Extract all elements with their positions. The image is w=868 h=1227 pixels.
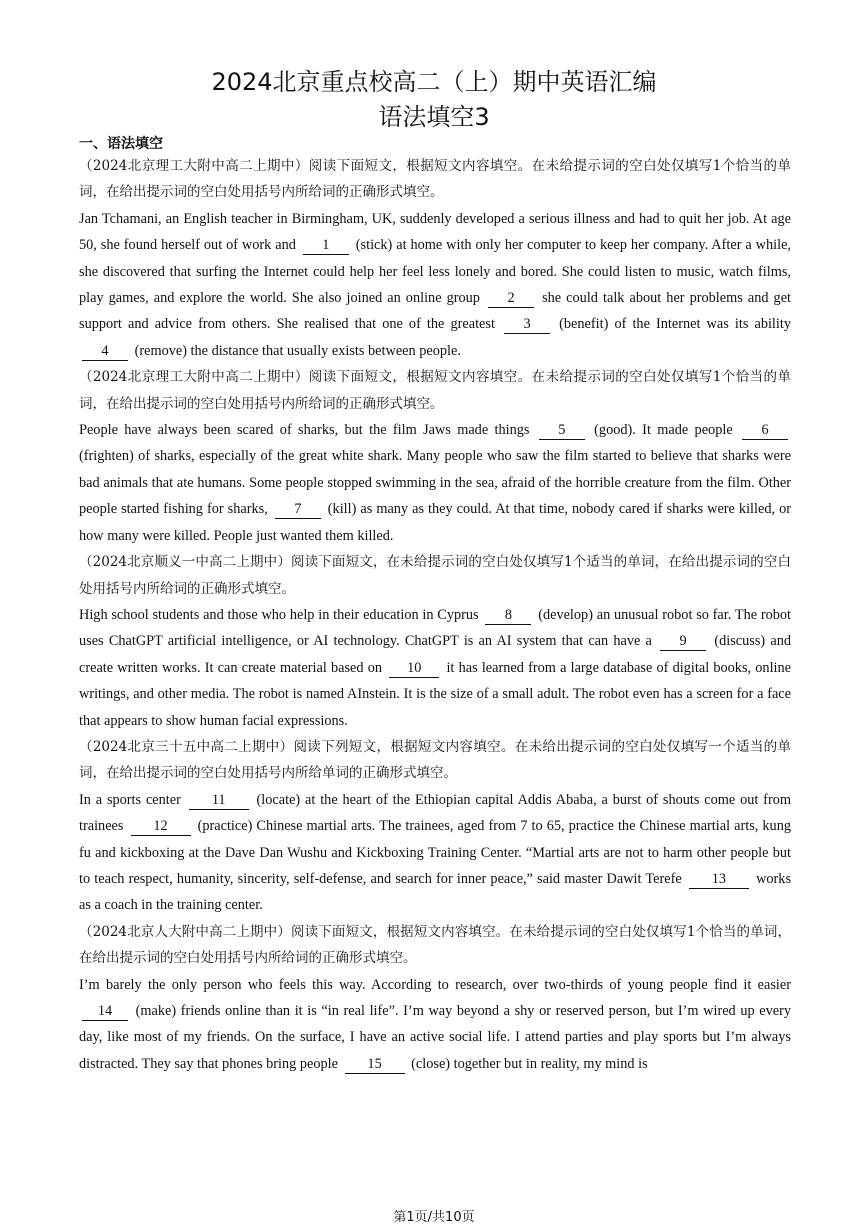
passage-text [79, 972, 791, 1078]
passage-segment: she could talk about her problems and get support and advice from others. She realised that one of the greatest [79, 290, 792, 333]
page-subtitle: 语法填空3 [378, 103, 490, 131]
passage-segment: (discuss) and create written works. It can create material based on [79, 633, 792, 676]
passage-text [79, 206, 791, 364]
answer-blank[interactable]: 9 [660, 633, 706, 651]
answer-blank[interactable]: 14 [82, 1003, 128, 1021]
passage-segment: it has learned from a large database of digital books, online writings, and other media. The robot is named AInstein. It is the size of a small adult. The robot even has a screen for a face that appears to show human facial expressions. [79, 659, 792, 729]
passage-5 [79, 919, 791, 1077]
passage-instruction: （2024北京人大附中高二上期中）阅读下面短文，根据短文内容填空。在未给提示词的空白处仅填写1个恰当的单词，在给出提示词的空白处用括号内所给词的正确形式填空。 [79, 923, 791, 967]
passage-segment: (make) friends online than it is “in real life”. I’m way beyond a shy or reserved person, but I’m wired up every day, like most of my friends. On the surface, I have an active social life. I attend parties and play sports but I’m always distracted. They say that phones bring people [79, 1003, 792, 1072]
answer-blank[interactable]: 2 [488, 290, 534, 308]
passage-4 [79, 734, 791, 919]
passage-text [79, 602, 791, 734]
answer-blank[interactable]: 4 [82, 343, 128, 361]
answer-blank[interactable]: 7 [275, 501, 321, 519]
passages-container [79, 153, 791, 1077]
answer-blank[interactable]: 13 [689, 871, 749, 889]
answer-blank[interactable]: 5 [539, 422, 585, 440]
passage-segment: In a sports center [79, 791, 181, 808]
answer-blank[interactable]: 8 [485, 607, 531, 625]
passage-segment: (good). It made people [594, 422, 733, 439]
passage-segment: works as a coach in the training center. [79, 870, 792, 914]
answer-blank[interactable]: 1 [303, 237, 349, 255]
passage-segment: (locate) at the heart of the Ethiopian capital Addis Ababa, a burst of shouts come out from trainees [79, 791, 791, 835]
answer-blank[interactable]: 15 [345, 1056, 405, 1074]
passage-segment: (benefit) of the Internet was its ability [559, 316, 791, 333]
passage-segment: (remove) the distance that usually exists between people. [134, 342, 461, 359]
passage-segment: People have always been scared of sharks, but the film Jaws made things [79, 422, 530, 439]
answer-blank[interactable]: 10 [389, 660, 439, 678]
page-title: 2024北京重点校高二（上）期中英语汇编 [211, 68, 657, 96]
passage-instruction: （2024北京理工大附中高二上期中）阅读下面短文，根据短文内容填空。在未给提示词的空白处仅填写1个恰当的单词，在给出提示词的空白处用括号内所给词的正确形式填空。 [79, 158, 791, 201]
passage-3 [79, 549, 791, 734]
passage-instruction: （2024北京理工大附中高二上期中）阅读下面短文，根据短文内容填空。在未给提示词的空白处仅填写1个恰当的单词，在给出提示词的空白处用括号内所给词的正确形式填空。 [79, 369, 791, 412]
passage-segment: Jan Tchamani, an English teacher in Birmingham, UK, suddenly developed a serious illness and had to quit her job. At age 50, she found herself out of work and [79, 210, 791, 254]
answer-blank[interactable]: 12 [131, 818, 191, 836]
passage-segment: (close) together but in reality, my mind is [411, 1055, 648, 1072]
answer-blank[interactable]: 6 [742, 422, 788, 440]
passage-text [79, 787, 791, 919]
page-number: 第1页/共10页 [393, 1210, 475, 1225]
passage-instruction: （2024北京三十五中高二上期中）阅读下列短文，根据短文内容填空。在未给出提示词的空白处仅填写一个适当的单词，在给出提示词的空白处用括号内所给单词的正确形式填空。 [79, 738, 791, 782]
passage-instruction: （2024北京顺义一中高二上期中）阅读下面短文，在未给提示词的空白处仅填写1个适当的单词，在给出提示词的空白处用括号内所给词的正确形式填空。 [79, 554, 791, 597]
passage-segment: High school students and those who help in their education in Cyprus [79, 606, 479, 623]
passage-2 [79, 364, 791, 549]
passage-text [79, 417, 791, 549]
passage-segment: (practice) Chinese martial arts. The trainees, aged from 7 to 65, practice the Chinese martial arts, kung fu and kickboxing at the Dave Dan Wushu and Kickboxing Training Center. “Martial arts are not to harm other people but to teach respect, humanity, sincerity, self-defense, and search for inner peace,” said master Dawit Terefe [79, 818, 791, 887]
passage-segment: (frighten) of sharks, especially of the great white shark. Many people who saw the film started to believe that sharks were bad animals that ate humans. Some people stopped swimming in the sea, afraid of the horrible creature from the film. Other people started fishing for sharks, [79, 448, 791, 518]
answer-blank[interactable]: 11 [189, 792, 249, 810]
passage-segment: (develop) an unusual robot so far. The robot uses ChatGPT artificial intelligence, or AI technology. ChatGPT is an AI system that can have a [79, 606, 792, 650]
passage-segment: I’m barely the only person who feels this way. According to research, over two-thirds of young people find it easier [79, 976, 791, 993]
answer-blank[interactable]: 3 [504, 316, 550, 334]
passage-segment: (kill) as many as they could. At that time, nobody cared if sharks were killed, or how many were killed. People just wanted them killed. [79, 501, 791, 544]
passage-segment: (stick) at home with only her computer to keep her company. After a while, she discovered that surfing the Internet could help her feel less lonely and bored. She could listen to music, watch films, play games, and explore the world. She also joined an online group [79, 237, 792, 307]
section-heading: 一、语法填空 [79, 136, 163, 152]
passage-1 [79, 153, 791, 364]
